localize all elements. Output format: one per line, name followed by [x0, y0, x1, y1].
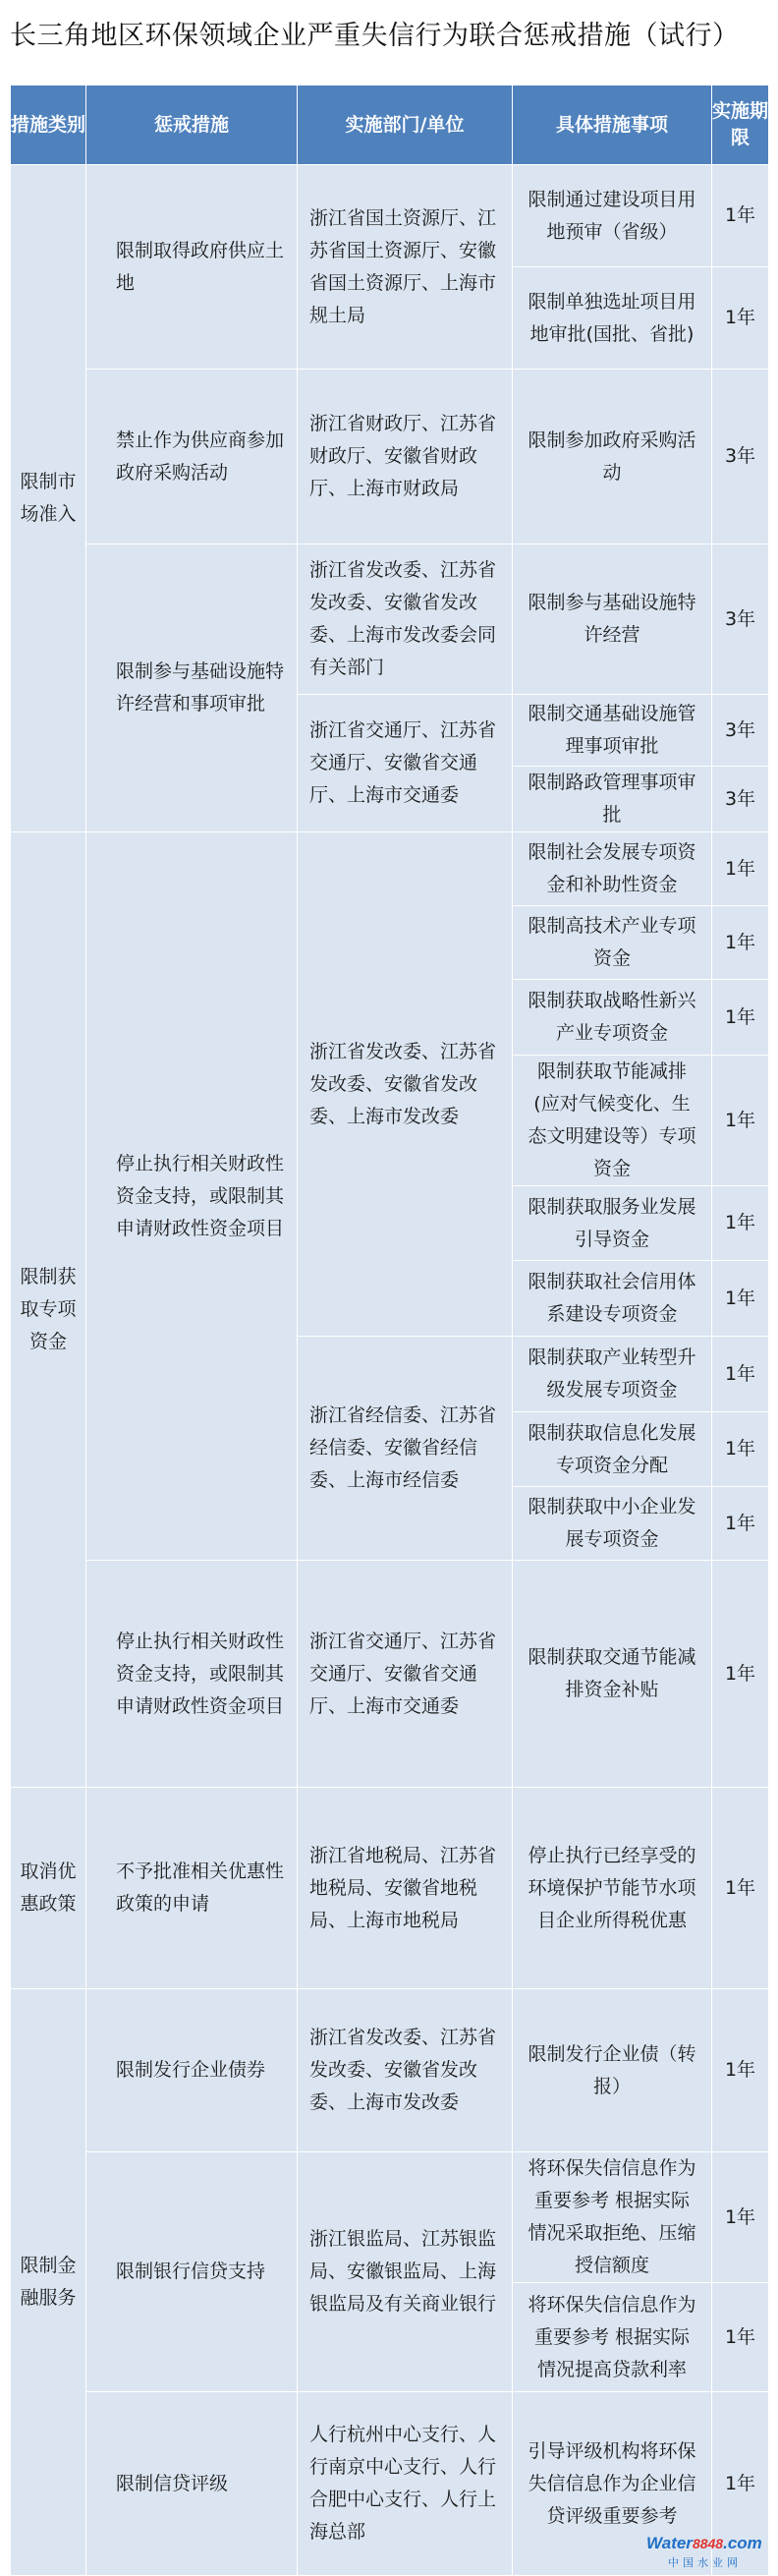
- period-cell: 1年: [712, 1186, 769, 1261]
- period-cell: 1年: [712, 832, 769, 906]
- watermark-subtitle: 中国水业网: [668, 2556, 742, 2569]
- measure-cell: 限制取得政府供应土地: [86, 165, 298, 370]
- item-cell: 限制获取信息化发展专项资金分配: [513, 1412, 712, 1487]
- period-cell: 1年: [712, 906, 769, 980]
- period-cell: 3年: [712, 695, 769, 767]
- department-cell: 浙江省国土资源厅、江苏省国土资源厅、安徽省国土资源厅、上海市规土局: [298, 165, 513, 370]
- table-header-row: [11, 86, 769, 165]
- category-cell: 限制市场准入: [11, 165, 86, 832]
- period-cell: 1年: [712, 1056, 769, 1186]
- period-cell: 3年: [712, 370, 769, 544]
- item-cell: 限制参加政府采购活动: [513, 370, 712, 544]
- period-cell: 3年: [712, 767, 769, 832]
- measure-cell: 停止执行相关财政性资金支持，或限制其申请财政性资金项目: [86, 832, 298, 1561]
- table-row: [11, 832, 769, 906]
- period-cell: 1年: [712, 2392, 769, 2576]
- item-cell: 将环保失信信息作为重要参考 根据实际情况采取拒绝、压缩授信额度: [513, 2152, 712, 2283]
- period-cell: 1年: [712, 1561, 769, 1788]
- period-cell: 1年: [712, 1412, 769, 1487]
- item-cell: 限制发行企业债（转报）: [513, 1989, 712, 2152]
- department-cell: 浙江省发改委、江苏省发改委、安徽省发改委、上海市发改委: [298, 1989, 513, 2152]
- item-cell: 限制获取交通节能减排资金补贴: [513, 1561, 712, 1788]
- item-cell: 限制路政管理事项审批: [513, 767, 712, 832]
- table-row: [11, 2152, 769, 2283]
- item-cell: 限制交通基础设施管理事项审批: [513, 695, 712, 767]
- period-cell: 1年: [712, 1261, 769, 1337]
- watermark-brand: Water8848.com: [646, 2534, 762, 2552]
- table-row: [11, 2392, 769, 2576]
- measure-cell: 限制参与基础设施特许经营和事项审批: [86, 544, 298, 832]
- department-cell: 浙江省交通厅、江苏省交通厅、安徽省交通厅、上海市交通委: [298, 695, 513, 832]
- item-cell: 限制获取节能减排(应对气候变化、生态文明建设等）专项资金: [513, 1056, 712, 1186]
- department-cell: 浙江省交通厅、江苏省交通厅、安徽省交通厅、上海市交通委: [298, 1561, 513, 1788]
- measure-cell: 禁止作为供应商参加政府采购活动: [86, 370, 298, 544]
- item-cell: 将环保失信信息作为重要参考 根据实际情况提高贷款利率: [513, 2283, 712, 2392]
- item-cell: 引导评级机构将环保失信信息作为企业信贷评级重要参考: [513, 2392, 712, 2576]
- department-cell: 浙江省财政厅、江苏省财政厅、安徽省财政厅、上海市财政局: [298, 370, 513, 544]
- item-cell: 限制通过建设项目用地预审（省级）: [513, 165, 712, 267]
- period-cell: 1年: [712, 2152, 769, 2283]
- period-cell: 1年: [712, 1989, 769, 2152]
- department-cell: 浙江省地税局、江苏省地税局、安徽省地税局、上海市地税局: [298, 1788, 513, 1989]
- department-cell: 浙江省经信委、江苏省经信委、安徽省经信委、上海市经信委: [298, 1337, 513, 1561]
- header-item: 具体措施事项: [513, 86, 712, 165]
- table-row: [11, 165, 769, 267]
- item-cell: 停止执行已经享受的环境保护节能节水项目企业所得税优惠: [513, 1788, 712, 1989]
- table-row: [11, 1788, 769, 1989]
- period-cell: 3年: [712, 544, 769, 695]
- period-cell: 1年: [712, 1487, 769, 1561]
- period-cell: 1年: [712, 165, 769, 267]
- period-cell: 1年: [712, 2283, 769, 2392]
- header-measure: 惩戒措施: [86, 86, 298, 165]
- item-cell: 限制社会发展专项资金和补助性资金: [513, 832, 712, 906]
- item-cell: 限制单独选址项目用地审批(国批、省批): [513, 267, 712, 370]
- measure-cell: 限制信贷评级: [86, 2392, 298, 2576]
- measure-cell: 限制银行信贷支持: [86, 2152, 298, 2392]
- table-row: [11, 1989, 769, 2152]
- measure-cell: 停止执行相关财政性资金支持，或限制其申请财政性资金项目: [86, 1561, 298, 1788]
- measure-cell: 限制发行企业债券: [86, 1989, 298, 2152]
- header-department: 实施部门/单位: [298, 86, 513, 165]
- category-cell: 取消优惠政策: [11, 1788, 86, 1989]
- period-cell: 1年: [712, 267, 769, 370]
- table-row: [11, 1561, 769, 1788]
- measure-cell: 不予批准相关优惠性政策的申请: [86, 1788, 298, 1989]
- period-cell: 1年: [712, 1788, 769, 1989]
- department-cell: 人行杭州中心支行、人行南京中心支行、人行合肥中心支行、人行上海总部: [298, 2392, 513, 2576]
- item-cell: 限制获取中小企业发展专项资金: [513, 1487, 712, 1561]
- page-title: 长三角地区环保领域企业严重失信行为联合惩戒措施（试行）: [10, 21, 740, 51]
- header-period: 实施期限: [712, 86, 769, 165]
- department-cell: 浙江省发改委、江苏省发改委、安徽省发改委、上海市发改委: [298, 832, 513, 1337]
- item-cell: 限制获取社会信用体系建设专项资金: [513, 1261, 712, 1337]
- department-cell: 浙江银监局、江苏银监局、安徽银监局、上海银监局及有关商业银行: [298, 2152, 513, 2392]
- item-cell: 限制参与基础设施特许经营: [513, 544, 712, 695]
- header-category: 措施类别: [11, 86, 86, 165]
- period-cell: 1年: [712, 1337, 769, 1412]
- table-row: [11, 370, 769, 544]
- item-cell: 限制高技术产业专项资金: [513, 906, 712, 980]
- item-cell: 限制获取战略性新兴产业专项资金: [513, 980, 712, 1056]
- category-cell: 限制金融服务: [11, 1989, 86, 2576]
- item-cell: 限制获取服务业发展引导资金: [513, 1186, 712, 1261]
- table-row: [11, 544, 769, 695]
- department-cell: 浙江省发改委、江苏省发改委、安徽省发改委、上海市发改委会同有关部门: [298, 544, 513, 695]
- period-cell: 1年: [712, 980, 769, 1056]
- punishment-measures-table: [10, 85, 769, 2576]
- item-cell: 限制获取产业转型升级发展专项资金: [513, 1337, 712, 1412]
- category-cell: 限制获取专项资金: [11, 832, 86, 1788]
